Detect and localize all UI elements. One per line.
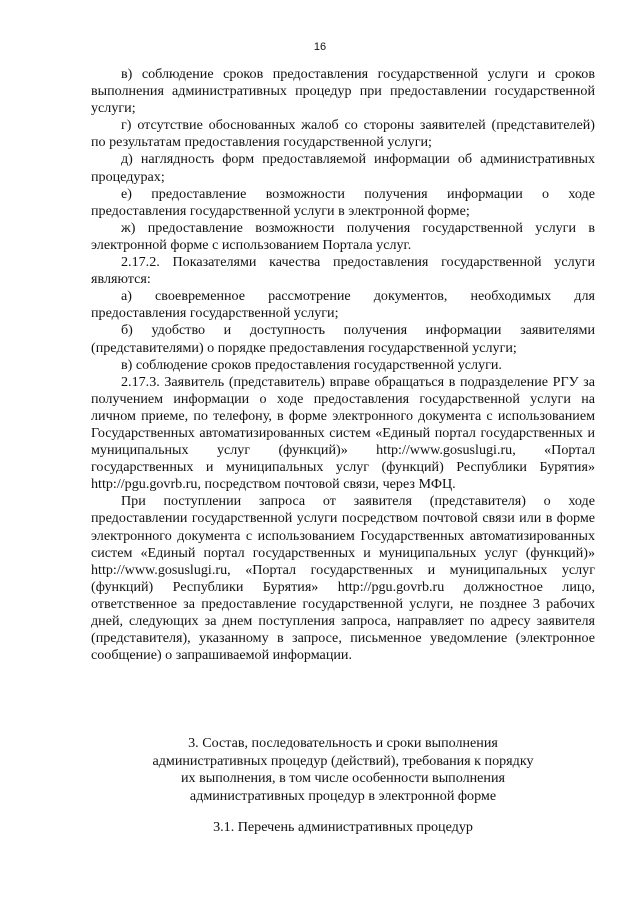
- paragraph-criterion-v: в) соблюдение сроков предоставления государственной услуги и сроков выполнения административных процедур при предоставлении государственной услуги;: [91, 66, 595, 117]
- document-body: [91, 66, 595, 664]
- subsection-3-1-heading: [91, 819, 595, 837]
- paragraph-quality-b: б) удобство и доступность получения информации заявителями (представителями) о порядке предоставления государственной услуги;: [91, 322, 595, 356]
- paragraph-clause-2-17-3: 2.17.3. Заявитель (представитель) вправе обращаться в подразделение РГУ за получением информации о ходе предоставления государственной услуги на личном приеме, по телефону, в форме электронного документа с использованием Государственных автоматизированных систем «Единый портал государственных и муниципальных услуг (функций)» http://www.gosuslugi.ru, «Портал государственных и муниципальных услуг (функций) Республики Бурятия» http://pgu.govrb.ru, посредством почтовой связи, через МФЦ.: [91, 373, 595, 493]
- paragraph-request-handling: При поступлении запроса от заявителя (представителя) о ходе предоставлении государственной услуги посредством почтовой связи или в форме электронного документа с использованием Государственных автоматизированных систем «Единый портал государственных и муниципальных услуг (функций)» http://www.gosuslugi.ru, «Портал государственных и муниципальных услуг (функций) Республики Бурятия» http://pgu.govrb.ru должностное лицо, ответственное за предоставление государственной услуги, не позднее 3 рабочих дней, следующих за днем поступления запроса, направляет по адресу заявителя (представителя), указанному в запросе, письменное уведомление (электронное сообщение) о запрашиваемой информации.: [91, 493, 595, 664]
- paragraph-quality-a: а) своевременное рассмотрение документов, необходимых для предоставления государственной услуги;: [91, 288, 595, 322]
- section-3-heading: [91, 735, 595, 805]
- section-heading-line: административных процедур (действий), требования к порядку: [152, 752, 534, 769]
- section-heading-line: административных процедур в электронной форме: [189, 787, 497, 804]
- page-number: 16: [313, 41, 327, 53]
- subsection-heading-text: 3.1. Перечень административных процедур: [213, 819, 473, 835]
- paragraph-criterion-zh: ж) предоставление возможности получения государственной услуги в электронной форме с использованием Портала услуг.: [91, 219, 595, 253]
- section-heading-line: их выполнения, в том числе особенности выполнения: [181, 770, 505, 787]
- section-heading-line: 3. Состав, последовательность и сроки выполнения: [188, 735, 498, 751]
- paragraph-criterion-e: е) предоставление возможности получения информации о ходе предоставления государственной услуги в электронной форме;: [91, 185, 595, 219]
- paragraph-clause-2-17-2: 2.17.2. Показателями качества предоставления государственной услуги являются:: [91, 254, 595, 288]
- paragraph-criterion-d: д) наглядность форм предоставляемой информации об административных процедурах;: [91, 151, 595, 185]
- paragraph-criterion-g: г) отсутствие обоснованных жалоб со стороны заявителей (представителей) по результатам предоставления государственной услуги;: [91, 117, 595, 151]
- paragraph-quality-v: в) соблюдение сроков предоставления государственной услуги.: [121, 356, 502, 373]
